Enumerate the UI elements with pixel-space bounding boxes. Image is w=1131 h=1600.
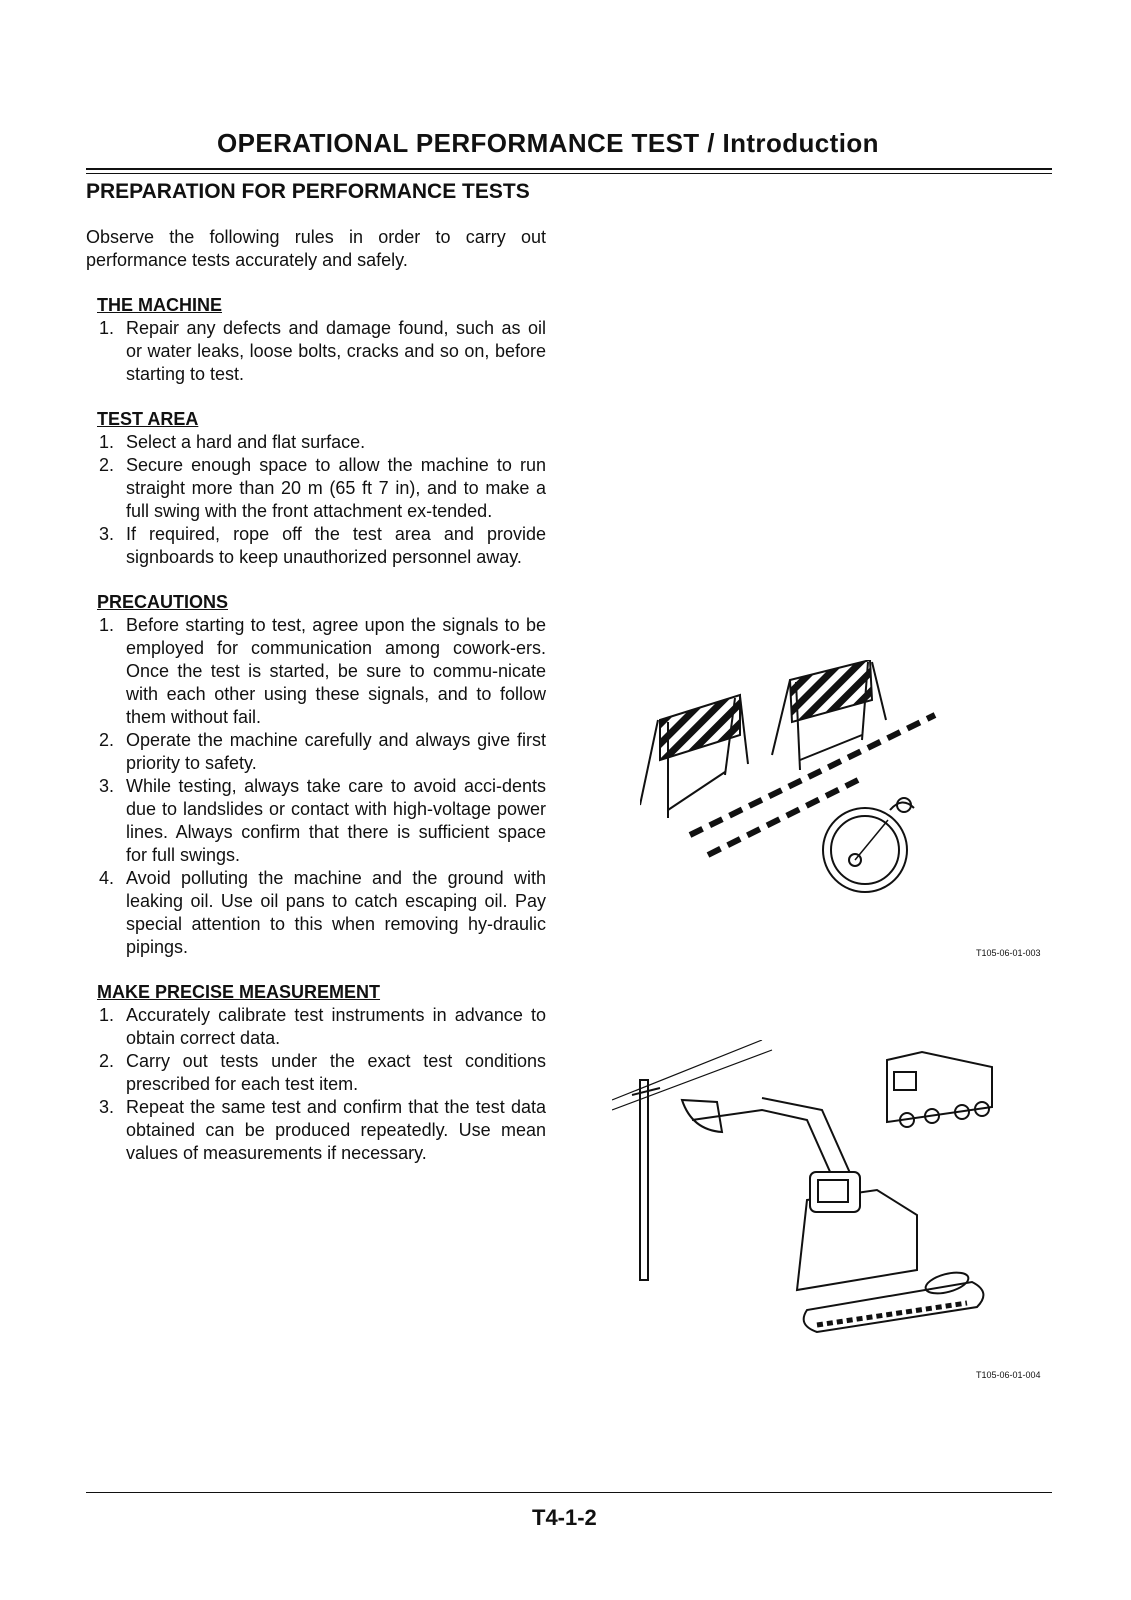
subsection-test-area [97, 408, 546, 569]
left-column [86, 180, 546, 1165]
figure-label: T105-06-01-003 [976, 948, 1041, 958]
list-item: 1. Select a hard and flat surface. [99, 432, 366, 452]
header-rule [86, 168, 1052, 170]
list-item: 1. Accurately calibrate test instruments in advance to obtain correct data. [99, 1005, 546, 1048]
excavator-powerline-truck-illustration [612, 1040, 1012, 1340]
subsection-title: PRECAUTIONS [97, 592, 229, 612]
list-item: 4. Avoid polluting the machine and the ground with leaking oil. Use oil pans to catch escaping oil. Pay special attention to this when removing hy-draulic pipings. [99, 868, 546, 957]
header-rule-thin [86, 173, 1052, 174]
test-area-list [97, 431, 546, 569]
list-item: 1. Repair any defects and damage found, such as oil or water leaks, loose bolts, cracks and so on, before starting to test. [99, 318, 546, 384]
list-item: 3. While testing, always take care to avoid acci-dents due to landslides or contact with high-voltage power lines. Always confirm that there is sufficient space for full swings. [99, 776, 546, 865]
precautions-list [97, 614, 546, 959]
page-number: T4-1-2 [532, 1505, 597, 1530]
figure-label: T105-06-01-004 [976, 1370, 1041, 1380]
subsection-precautions [97, 591, 546, 959]
subsection-title: TEST AREA [97, 409, 199, 429]
machine-list [97, 317, 546, 386]
subsection-title: THE MACHINE [97, 295, 222, 315]
list-item: 1. Before starting to test, agree upon the signals to be employed for communication among cowork-ers. Once the test is started, be sure to commu-nicate with each other using these signals, and to follow them without fail. [99, 615, 546, 727]
measurement-list [97, 1004, 546, 1165]
subsection-machine [97, 294, 546, 386]
barricades-tape-stopwatch-illustration [640, 660, 960, 910]
list-item: 2. Carry out tests under the exact test conditions prescribed for each test item. [99, 1051, 546, 1094]
page-header-title: OPERATIONAL PERFORMANCE TEST / Introduction [217, 128, 879, 158]
list-item: 3. If required, rope off the test area and provide signboards to keep unauthorized personnel away. [99, 524, 546, 567]
footer-rule [86, 1492, 1052, 1493]
list-item: 2. Secure enough space to allow the machine to run straight more than 20 m (65 ft 7 in), and to make a full swing with the front attachment ex-tended. [99, 455, 546, 521]
section-heading: PREPARATION FOR PERFORMANCE TESTS [86, 180, 530, 203]
subsection-title: MAKE PRECISE MEASUREMENT [97, 982, 381, 1002]
subsection-measurement [97, 981, 546, 1165]
intro-paragraph: Observe the following rules in order to carry out performance tests accurately and safely. [86, 227, 546, 270]
list-item: 3. Repeat the same test and confirm that the test data obtained can be produced repeatedly. Use mean values of measurements if necessary. [99, 1097, 546, 1163]
list-item: 2. Operate the machine carefully and always give first priority to safety. [99, 730, 546, 773]
